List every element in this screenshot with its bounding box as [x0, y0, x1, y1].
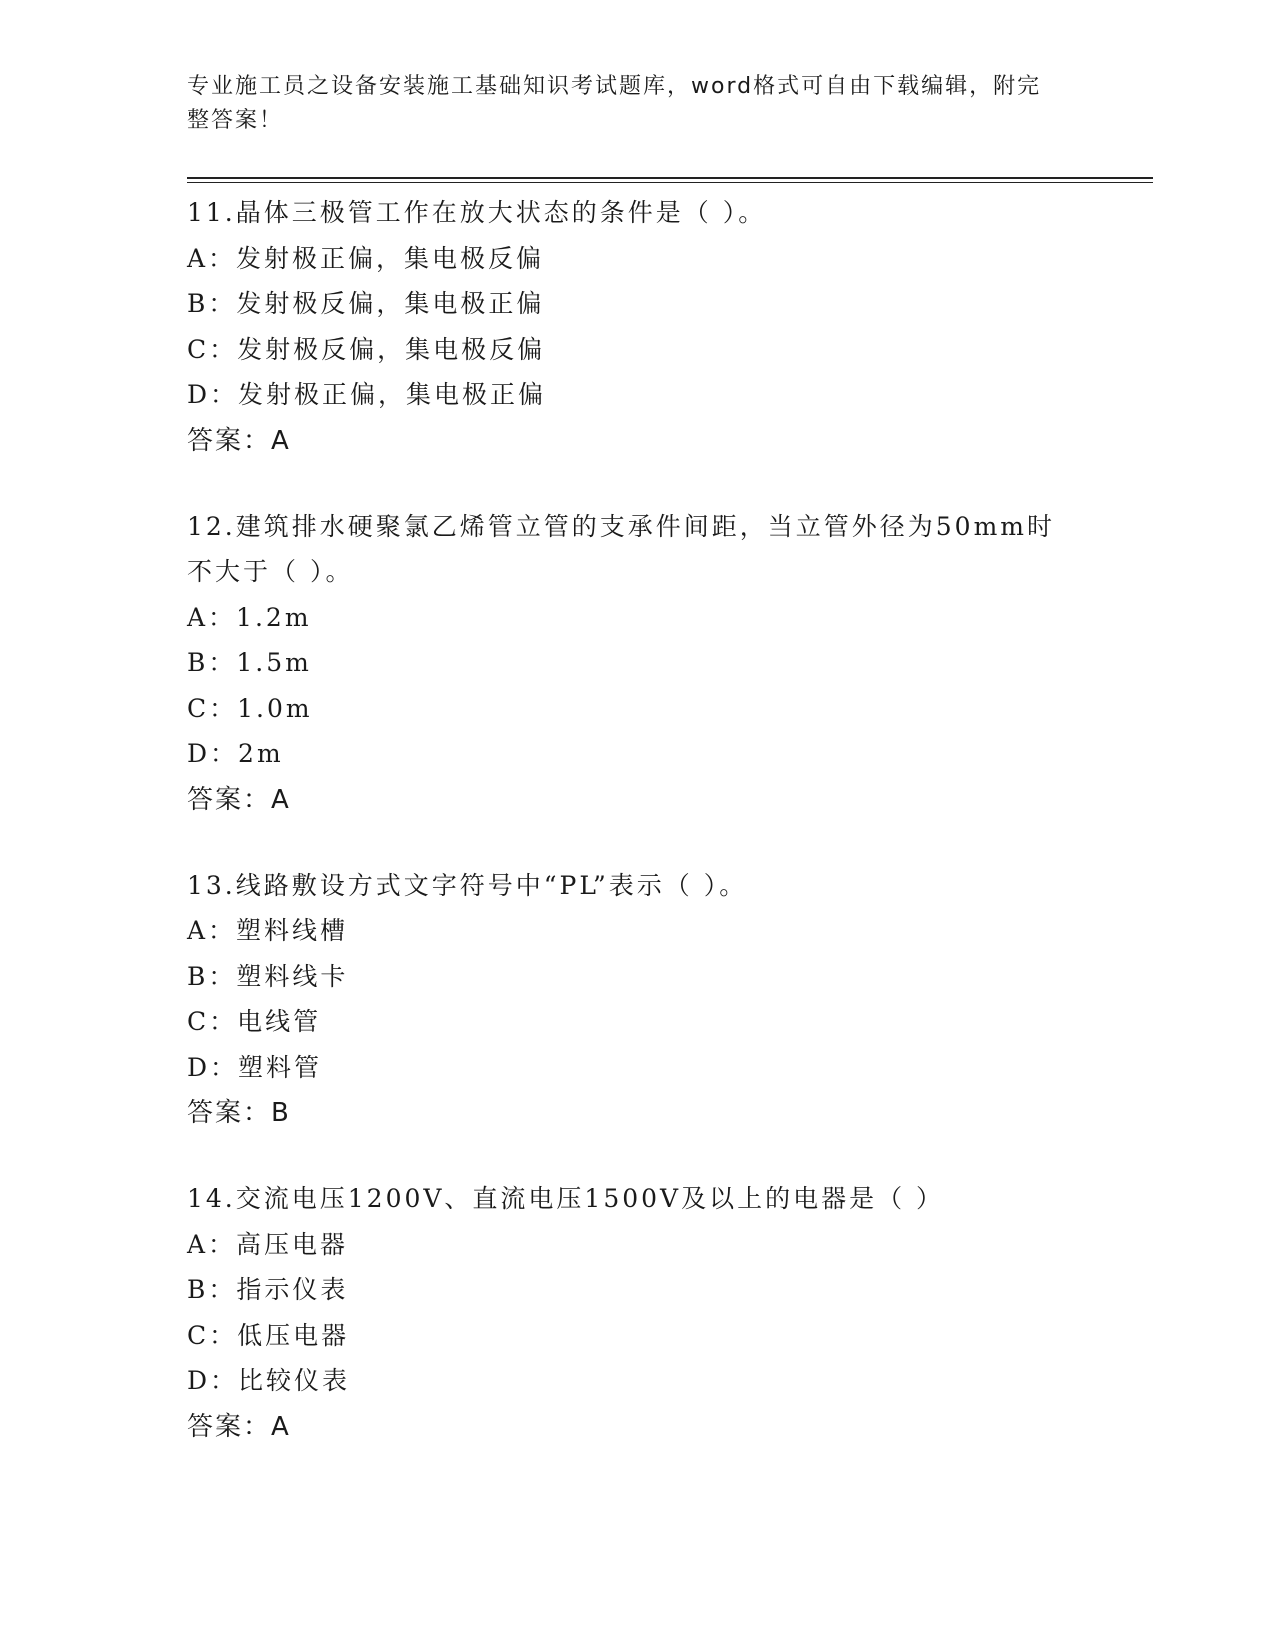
question-stem: 14.交流电压1200V、直流电压1500V及以上的电器是（ ）: [187, 1184, 945, 1213]
option-b: B：1.5m: [187, 648, 312, 677]
question-stem-line-1: 12.建筑排水硬聚氯乙烯管立管的支承件间距，当立管外径为50mm时: [187, 511, 1055, 541]
answer-label: 答案：B: [187, 1098, 291, 1128]
option-b: B：塑料线卡: [187, 961, 349, 991]
option-b: B：指示仪表: [187, 1275, 349, 1304]
option-d: D：发射极正偏，集电极正偏: [187, 380, 547, 409]
question-12: [187, 504, 1087, 823]
question-13: [187, 863, 1087, 1137]
header-divider-thick: [187, 177, 1153, 179]
option-d: D：2m: [187, 739, 284, 768]
question-list: [187, 190, 1087, 1490]
question-stem: 13.线路敷设方式文字符号中“PL”表示（ ）。: [187, 870, 748, 900]
option-a: A：发射极正偏，集电极反偏: [187, 243, 545, 273]
option-c: C：电线管: [187, 1007, 322, 1036]
option-c: C：低压电器: [187, 1320, 350, 1350]
header-line-1: 专业施工员之设备安装施工基础知识考试题库，word格式可自由下载编辑，附完: [187, 74, 1042, 99]
answer-label: 答案：A: [187, 1411, 291, 1442]
answer-label: 答案：A: [187, 425, 291, 456]
option-d: D：比较仪表: [187, 1366, 351, 1395]
option-b: B：发射极反偏，集电极正偏: [187, 289, 545, 318]
answer-label: 答案：A: [187, 784, 291, 815]
option-c: C：1.0m: [187, 693, 313, 723]
question-stem-line-2: 不大于（ ）。: [187, 557, 354, 586]
option-a: A：1.2m: [187, 602, 312, 632]
option-a: A：高压电器: [187, 1229, 349, 1259]
option-a: A：塑料线槽: [187, 916, 349, 945]
option-c: C：发射极反偏，集电极反偏: [187, 334, 546, 364]
question-14: [187, 1176, 1087, 1450]
header-line-2: 整答案！: [187, 108, 284, 133]
header-divider-thin: [187, 182, 1153, 183]
option-d: D：塑料管: [187, 1052, 323, 1082]
question-11: [187, 190, 1087, 464]
document-header: [187, 70, 1067, 138]
question-stem: 11.晶体三极管工作在放大状态的条件是（ ）。: [187, 198, 767, 227]
